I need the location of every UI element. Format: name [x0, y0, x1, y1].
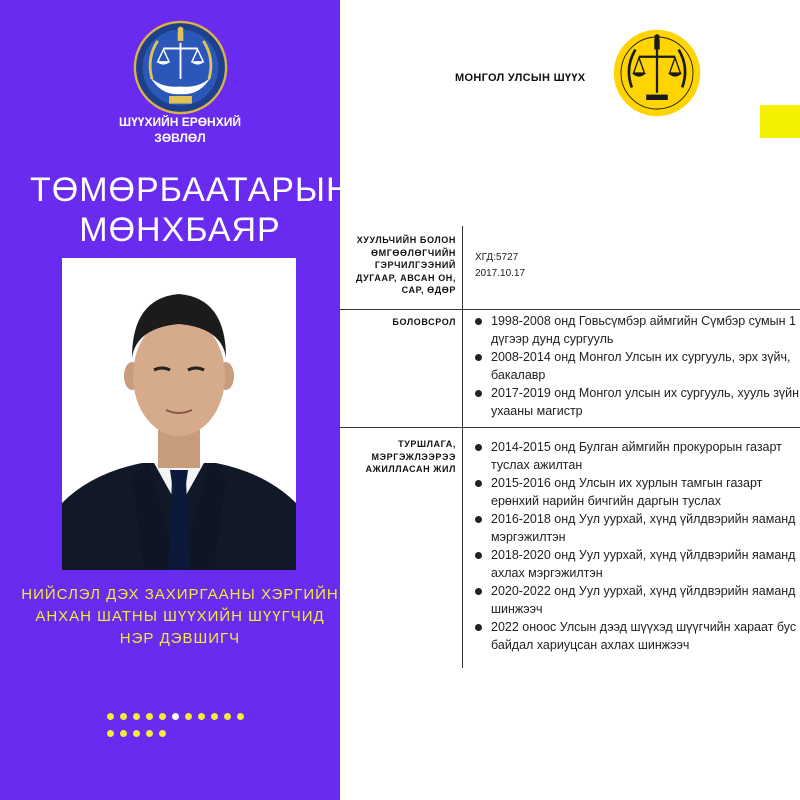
education-item: 1998-2008 онд Говьсүмбэр аймгийн Сүмбэр сумын 1 дүгээр дунд сургууль — [491, 312, 800, 348]
education-label: БОЛОВСРОЛ — [392, 317, 456, 327]
judicial-council-emblem-icon — [133, 20, 228, 115]
court-title: МОНГОЛ УЛСЫН ШҮҮХ — [455, 72, 586, 84]
yellow-accent-block — [760, 105, 800, 138]
experience-item: 2016-2018 онд Уул уурхай, хүнд үйлдвэрийн яаманд мэргэжилтэн — [491, 510, 800, 546]
candidate-photo — [62, 258, 296, 570]
education-row — [340, 310, 800, 428]
court-emblem-icon — [612, 28, 702, 118]
license-value — [462, 226, 800, 309]
experience-item: 2014-2015 онд Булган аймгийн прокурорын газарт туслах ажилтан — [491, 438, 800, 474]
education-item: 2008-2014 онд Монгол Улсын их сургууль, эрх зүйч, бакалавр — [491, 348, 800, 384]
education-item: 2017-2019 онд Монгол улсын их сургууль, хууль зүйн ухааны магистр — [491, 384, 800, 420]
license-number: ХГД:5727 — [475, 252, 519, 263]
judicial-council-name: ШҮҮХИЙН ЕРӨНХИЙ ЗӨВЛӨЛ — [119, 115, 241, 145]
license-row — [340, 226, 800, 310]
license-date: 2017.10.17 — [475, 268, 526, 279]
experience-item: 2020-2022 онд Уул уурхай, хүнд үйлдвэрийн яаманд шинжээч — [491, 582, 800, 618]
experience-item: 2022 оноос Улсын дээд шүүхэд шүүгчийн хараат бус байдал хариуцсан ахлах шинжээч — [491, 618, 800, 654]
info-table — [340, 226, 800, 668]
candidate-position: НИЙСЛЭЛ ДЭХ ЗАХИРГААНЫ ХЭРГИЙН АНХАН ШАТНЫ ШҮҮХИЙН ШҮҮГЧИД НЭР ДЭВШИГЧ — [21, 586, 339, 647]
education-list — [462, 310, 800, 427]
experience-item: 2018-2020 онд Уул уурхай, хүнд үйлдвэрийн яаманд ахлах мэргэжилтэн — [491, 546, 800, 582]
experience-item: 2015-2016 онд Улсын их хурлын тамгын газарт ерөнхий нарийн бичгийн даргын туслах — [491, 474, 800, 510]
candidate-name: ТӨМӨРБААТАРЫН МӨНХБАЯР — [30, 171, 352, 249]
experience-row — [340, 428, 800, 668]
decorative-dots — [107, 713, 257, 747]
license-label: ХУУЛЬЧИЙН БОЛОН ӨМГӨӨЛӨГЧИЙН ГЭРЧИЛГЭЭНИЙ ДУГААР, АВСАН ОН, САР, ӨДӨР — [355, 235, 456, 295]
left-panel — [0, 0, 352, 800]
experience-label: ТУРШЛАГА, МЭРГЭЖЛЭЭРЭЭ АЖИЛЛАСАН ЖИЛ — [365, 439, 456, 474]
experience-list — [462, 428, 800, 668]
